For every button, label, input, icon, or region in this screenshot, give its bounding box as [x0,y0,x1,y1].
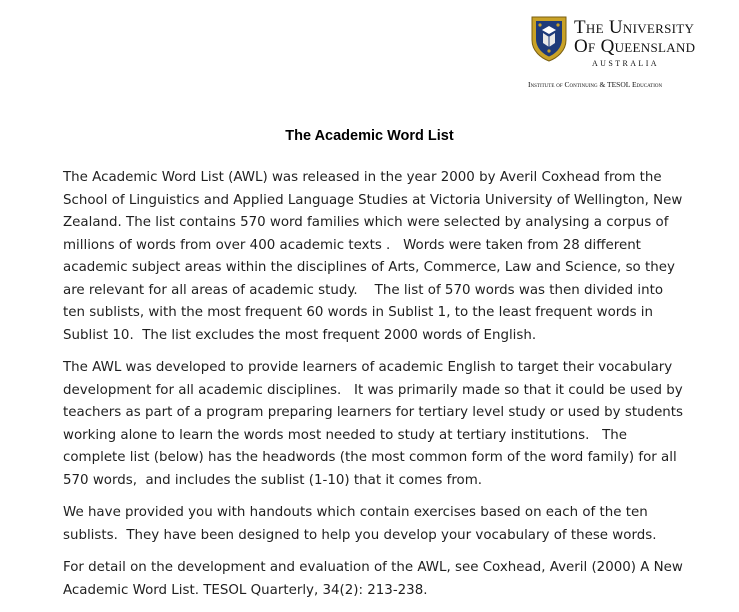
text-line: Sublist 10. The list excludes the most frequent 2000 words of English. [63,327,537,343]
university-country: AUSTRALIA [592,59,659,68]
text-line: For detail on the development and evaluation of the AWL, see Coxhead, Averil (2000) A New [63,560,683,575]
text-line: Academic Word List. TESOL Quarterly, 34(2): 213-238. [63,582,428,598]
paragraph-reference [63,557,703,602]
text-line: The Academic Word List (AWL) was released in the year 2000 by Averil Coxhead from the [63,170,662,185]
paragraph-intro [63,167,703,347]
text-line: are relevant for all areas of academic study. The list of 570 words was then divided into [63,282,664,298]
text-line: School of Linguistics and Applied Language Studies at Victoria University of Wellington, New [63,192,683,208]
text-line: 570 words, and includes the sublist (1-10) that it comes from. [63,472,483,488]
university-name-line2: Of Queensland [574,36,696,57]
text-line: teachers as part of a program preparing learners for tertiary level study or used by students [63,405,684,420]
text-line: We have provided you with handouts which contain exercises based on each of the ten [63,505,648,520]
document-body [63,167,703,612]
paragraph-purpose [63,357,703,492]
text-line: complete list (below) has the headwords (the most common form of the word family) for all [63,450,677,465]
page-title: The Academic Word List [285,128,454,144]
text-line: Zealand. The list contains 570 word families which were selected by analysing a corpus of [63,215,669,230]
text-line: millions of words from over 400 academic texts . Words were taken from 28 different [63,237,641,253]
paragraph-handouts [63,502,703,547]
text-line: ten sublists, with the most frequent 60 words in Sublist 1, to the least frequent words in [63,305,654,320]
text-line: academic subject areas within the disciplines of Arts, Commerce, Law and Science, so they [63,260,675,275]
text-line: development for all academic disciplines. It was primarily made so that it could be used by [63,382,683,398]
institute-name: Institute of Continuing & TESOL Education [528,80,663,89]
text-line: sublists. They have been designed to help you develop your vocabulary of these words. [63,527,657,543]
text-line: working alone to learn the words most needed to study at tertiary institutions. The [63,427,628,443]
university-crest-icon [531,16,567,62]
university-name-line1: The University [574,17,695,38]
university-logo [528,14,733,90]
university-name [574,18,695,56]
text-line: The AWL was developed to provide learners of academic English to target their vocabulary [63,360,673,375]
